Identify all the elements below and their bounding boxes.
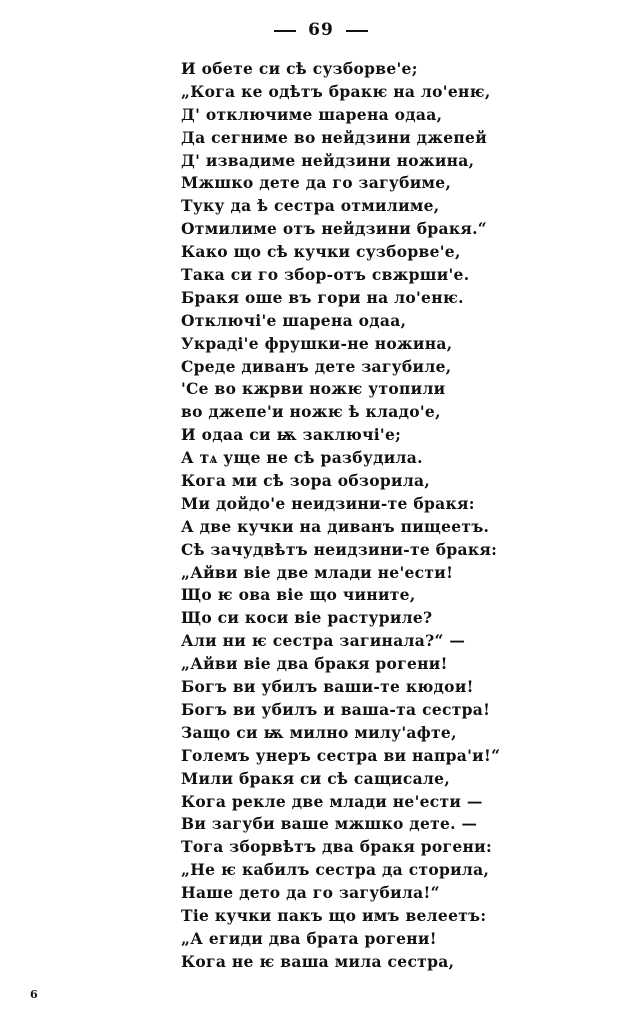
poem-line: Защо си ѭ милно милу'афте, [181, 722, 457, 742]
poem-line: Кога не ѥ ваша мила сестра, [181, 951, 455, 971]
poem-line: Богъ ви убилъ и ваша-та сестра! [181, 699, 491, 719]
poem-line: Отмилиме отъ нейдзини бракя.“ [181, 219, 487, 239]
page-header [0, 20, 642, 40]
poem-line: Така си го збор-отъ свжрши'е. [181, 265, 470, 285]
poem-line: И одаа си ѭ заключі'е; [181, 425, 402, 445]
poem-line: Големъ унеръ сестра ви напра'и!“ [181, 745, 501, 765]
poem-line: А две кучки на диванъ пищеетъ. [181, 516, 490, 536]
poem-line: 'Се во кжрви ножѥ утопили [181, 379, 446, 399]
poem-line: Що си коси віе растуриле? [181, 608, 433, 628]
poem-line: Мжшко дете да го загубиме, [181, 173, 452, 193]
poem-line: Среде диванъ дете загубиле, [181, 356, 452, 376]
poem-line: „Кога ке одѣтъ бракѥ на ло'енѥ, [181, 81, 491, 101]
header-left-dash [274, 30, 296, 32]
poem-line: Кога рекле две млади не'ести — [181, 791, 483, 811]
poem-line: Тіе кучки пакъ що имъ велеетъ: [181, 905, 487, 925]
poem-line: Ми дойдо'е неидзини-те бракя: [181, 493, 475, 513]
poem-line: Що ѥ ова віе що чините, [181, 585, 416, 605]
poem-line: Наше дето да го загубила!“ [181, 883, 440, 903]
poem-line: Тога зборвѣтъ два бракя рогени: [181, 837, 492, 857]
poem-line: Али ни ѥ сестра загинала?“ — [181, 631, 466, 651]
poem-line: Да сегниме во нейдзини джепей [181, 127, 487, 147]
poem-line: Кога ми сѣ зора обзорила, [181, 471, 431, 491]
poem-line: „Айви віе две млади не'ести! [181, 562, 454, 582]
poem-line: „Не ѥ кабилъ сестра да сторила, [181, 860, 490, 880]
poem-line: „Айви віе два бракя рогени! [181, 654, 448, 674]
poem-line: Украді'е фрушки-не ножина, [181, 333, 453, 353]
poem-line: Ви загуби ваше мжшко дете. — [181, 814, 478, 834]
poem-line: Како що сѣ кучки сузборве'е, [181, 242, 461, 262]
poem-line: „А егиди два брата рогени! [181, 928, 437, 948]
poem-line: Туку да ѣ сестра отмилиме, [181, 196, 440, 216]
poem-line: Богъ ви убилъ ваши-те кюдои! [181, 677, 474, 697]
poem-line: Д' извадиме нейдзини ножина, [181, 150, 475, 170]
poem-line: Сѣ зачудвѣтъ неидзини-те бракя: [181, 539, 498, 559]
poem-text [181, 58, 621, 974]
poem-line: А тѧ уще не сѣ разбудила. [181, 448, 423, 468]
signature-mark: 6 [30, 988, 38, 1001]
poem-line: И обете си сѣ сузборве'е; [181, 59, 418, 78]
poem-line: Д' отключиме шарена одаа, [181, 104, 443, 124]
header-right-dash [346, 30, 368, 32]
poem-line: Мили бракя си сѣ сащисале, [181, 768, 451, 788]
poem-line: Отключі'е шарена одаа, [181, 310, 407, 330]
page-number: 69 [308, 20, 334, 40]
poem-line: Бракя оше въ гори на ло'енѥ. [181, 287, 464, 307]
poem-line: во джепе'и ножѥ ѣ кладо'е, [181, 402, 441, 422]
